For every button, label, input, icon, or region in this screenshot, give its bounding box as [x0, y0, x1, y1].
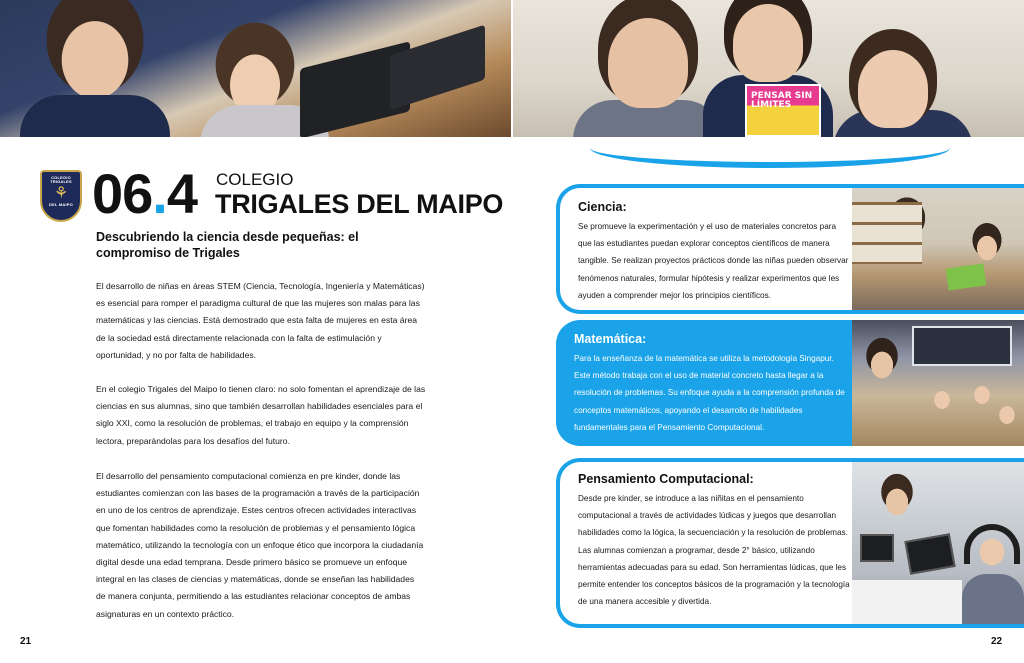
paragraph-stem-intro: El desarrollo de niñas en áreas STEM (Ciencia, Tecnología, Ingeniería y Matemáticas) es esencial para romper el paradigma cultural de que las mujeres son malas para las matemáticas y las ciencias. Está demostrado que esta falta de mujeres en esta área de la sociedad está directamente relacionada con la falta de estimulación y oportunidad, y no por falta de habilidades. [96, 281, 425, 360]
school-name: TRIGALES DEL MAIPO [215, 189, 504, 219]
photo-computing-class [852, 462, 1024, 624]
card-pensamiento-computacional [556, 458, 1024, 628]
paragraph-school-approach: En el colegio Trigales del Maipo lo tienen claro: no solo fomentan el aprendizaje de las ciencias en sus alumnas, sino que también desarrollan habilidades esenciales para el siglo XXI, como la resolución de problemas, el trabajo en equipo y la comprensión lectora, preparándolas para los desafíos del futuro. [96, 384, 426, 446]
photo-girls-with-book [513, 0, 1024, 137]
card-title: Ciencia: [578, 200, 627, 214]
section-dot: . [152, 162, 167, 225]
page-number-right: 22 [991, 636, 1003, 647]
headphones-icon [964, 524, 1020, 564]
card-title: Matemática: [574, 332, 647, 346]
card-body: Desde pre kinder, se introduce a las niñitas en el pensamiento computacional a través de actividades lúdicas y juegos que desarrollan habilidades como la lógica, la secuenciación y la resolución de problemas. Las alumnas comienzan a programar, desde 2° básico, utilizando herramientas adecuadas para su edad. Son herramientas lúdicas, que les permite entender los conceptos básicos de la programación y la tecnología de una manera accesible y divertida. [578, 494, 850, 607]
card-body: Para la enseñanza de la matemática se utiliza la metodología Singapur. Este método trabaja con el uso de material concreto hasta llegar a la resolución de problemas. Su enfoque ayuda a la comprensión profunda de conceptos matemáticos, apoyando el desarrollo de habilidades fundamentales para el Pensamiento Computacional. [574, 354, 845, 432]
article-heading: Descubriendo la ciencia desde pequeñas: el compromiso de Trigales [96, 230, 359, 260]
section-number [92, 162, 198, 225]
photo-science-class [852, 188, 1024, 310]
section-number-sub: 4 [166, 162, 198, 225]
decorative-swoosh [590, 128, 950, 168]
crest-top-text: COLEGIO TRIGALES [50, 175, 72, 185]
paragraph-computational-thinking: El desarrollo del pensamiento computacional comienza en pre kinder, donde las estudiantes comienzan con las bases de la programación a través de la participación en uno de los centros de aprendizaje. Estes centros ofrecen actividades interactivas que fomentan habilidades como la resolución de problemas y el pensamiento lógica matemático, utilizando la tecnología con un enfoque ético que incorpora la ciudadanía digital desde una edad temprana. Desde primero básico se promueve un enfoque integral en las clases de ciencias y matemáticas, donde se enseñan las habilidades de manera conjunta, permitiendo a las estudiantes relacionar conceptos de ambas asignaturas en un contexto práctico. [96, 471, 424, 619]
card-ciencia [556, 184, 1024, 314]
wheat-icon: ⚘ [53, 184, 69, 202]
school-crest-logo [40, 170, 82, 222]
card-matematica [556, 320, 1024, 446]
crest-bottom-text: DEL MAIPO [49, 201, 73, 207]
section-number-main: 06 [92, 162, 153, 225]
card-body: Se promueve la experimentación y el uso de materiales concretos para que las estudiantes puedan explorar conceptos científicos de manera tangible. Se realizan proyectos prácticos donde las niñas pueden observar fenómenos naturales, formular hipótesis y realizar experimentos que les ayuden a comprender mejor los principios científicos. [578, 222, 849, 300]
photo-math-class [852, 320, 1024, 446]
book-title: PENSAR SIN LÍMITES [751, 91, 813, 110]
card-title: Pensamiento Computacional: [578, 472, 754, 486]
photo-girls-with-tablets [0, 0, 511, 137]
school-prefix: COLEGIO [216, 170, 294, 189]
page-number-left: 21 [20, 636, 32, 647]
